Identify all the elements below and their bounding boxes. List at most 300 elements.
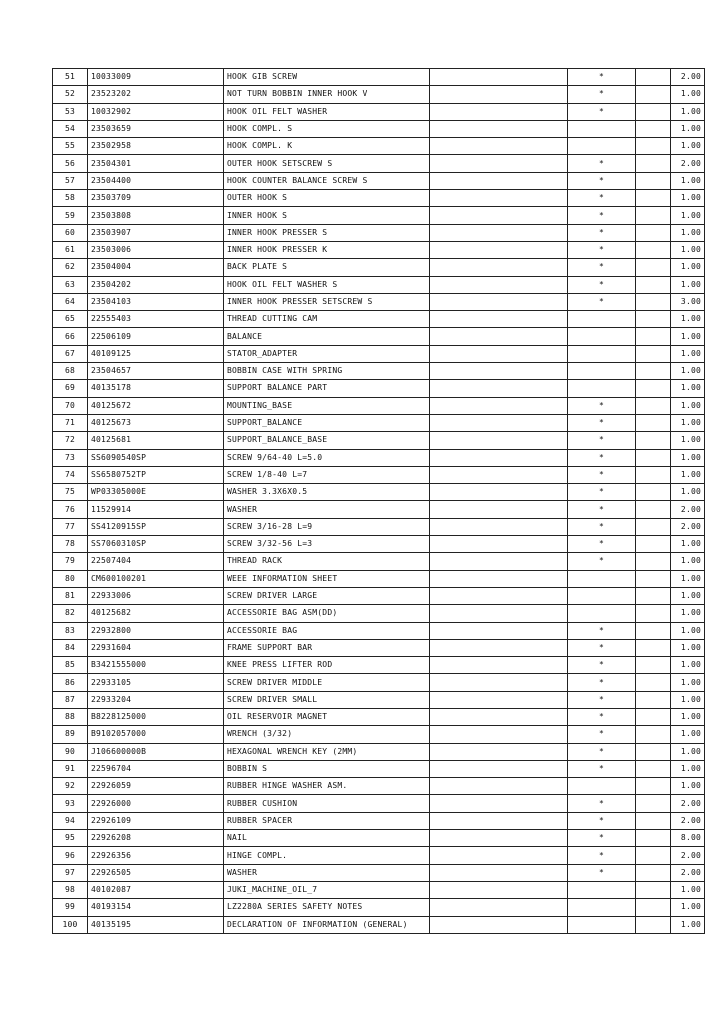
part-name: WEEE INFORMATION SHEET <box>224 570 430 587</box>
part-number: 40135178 <box>88 380 224 397</box>
quantity: 1.00 <box>671 778 705 795</box>
blank-cell <box>636 311 671 328</box>
quantity: 2.00 <box>671 795 705 812</box>
part-number: 22596704 <box>88 760 224 777</box>
table-row <box>53 691 705 708</box>
part-name: JUKI_MACHINE_OIL_7 <box>224 881 430 898</box>
part-name: SUPPORT_BALANCE_BASE <box>224 432 430 449</box>
part-name: HEXAGONAL WRENCH KEY (2MM) <box>224 743 430 760</box>
part-name: HOOK OIL FELT WASHER <box>224 103 430 120</box>
part-name: FRAME SUPPORT BAR <box>224 639 430 656</box>
blank-cell <box>430 484 568 501</box>
part-name: SCREW DRIVER SMALL <box>224 691 430 708</box>
part-name: SCREW DRIVER LARGE <box>224 587 430 604</box>
mark-cell: * <box>568 743 636 760</box>
blank-cell <box>636 587 671 604</box>
quantity: 1.00 <box>671 432 705 449</box>
part-name: RUBBER SPACER <box>224 812 430 829</box>
blank-cell <box>430 639 568 656</box>
quantity: 1.00 <box>671 587 705 604</box>
part-name: INNER HOOK S <box>224 207 430 224</box>
table-row <box>53 69 705 86</box>
row-number: 96 <box>53 847 88 864</box>
mark-cell: * <box>568 812 636 829</box>
table-row <box>53 553 705 570</box>
table-row <box>53 726 705 743</box>
blank-cell <box>636 881 671 898</box>
row-number: 79 <box>53 553 88 570</box>
table-row <box>53 155 705 172</box>
part-name: THREAD RACK <box>224 553 430 570</box>
part-number: 40135195 <box>88 916 224 933</box>
row-number: 91 <box>53 760 88 777</box>
part-name: HOOK COMPL. K <box>224 138 430 155</box>
table-row <box>53 466 705 483</box>
part-number: 23504657 <box>88 363 224 380</box>
quantity: 1.00 <box>671 536 705 553</box>
row-number: 81 <box>53 587 88 604</box>
row-number: 72 <box>53 432 88 449</box>
quantity: 1.00 <box>671 639 705 656</box>
table-row <box>53 778 705 795</box>
quantity: 1.00 <box>671 224 705 241</box>
row-number: 70 <box>53 397 88 414</box>
blank-cell <box>636 484 671 501</box>
blank-cell <box>430 726 568 743</box>
blank-cell <box>636 518 671 535</box>
part-number: 23502958 <box>88 138 224 155</box>
part-number: 22926109 <box>88 812 224 829</box>
mark-cell: * <box>568 293 636 310</box>
row-number: 99 <box>53 899 88 916</box>
part-name: WASHER 3.3X6X0.5 <box>224 484 430 501</box>
part-number: 22926059 <box>88 778 224 795</box>
part-number: 22931604 <box>88 639 224 656</box>
mark-cell: * <box>568 760 636 777</box>
part-number: 22926505 <box>88 864 224 881</box>
quantity: 2.00 <box>671 69 705 86</box>
blank-cell <box>636 345 671 362</box>
part-number: J106600000B <box>88 743 224 760</box>
blank-cell <box>636 380 671 397</box>
part-number: 11529914 <box>88 501 224 518</box>
mark-cell: * <box>568 414 636 431</box>
row-number: 73 <box>53 449 88 466</box>
blank-cell <box>636 293 671 310</box>
blank-cell <box>430 259 568 276</box>
blank-cell <box>430 172 568 189</box>
table-row <box>53 674 705 691</box>
part-number: 23504103 <box>88 293 224 310</box>
quantity: 1.00 <box>671 276 705 293</box>
part-number: B9102057000 <box>88 726 224 743</box>
table-row <box>53 864 705 881</box>
quantity: 1.00 <box>671 380 705 397</box>
part-number: 23503659 <box>88 120 224 137</box>
part-number: CM600100201 <box>88 570 224 587</box>
mark-cell: * <box>568 449 636 466</box>
row-number: 61 <box>53 241 88 258</box>
blank-cell <box>430 674 568 691</box>
table-row <box>53 432 705 449</box>
quantity: 1.00 <box>671 103 705 120</box>
blank-cell <box>430 103 568 120</box>
part-name: WASHER <box>224 864 430 881</box>
row-number: 95 <box>53 830 88 847</box>
quantity: 1.00 <box>671 570 705 587</box>
blank-cell <box>636 691 671 708</box>
part-name: WRENCH (3/32) <box>224 726 430 743</box>
table-row <box>53 812 705 829</box>
table-row <box>53 363 705 380</box>
part-name: OUTER HOOK S <box>224 190 430 207</box>
part-name: RUBBER CUSHION <box>224 795 430 812</box>
table-row <box>53 224 705 241</box>
blank-cell <box>430 622 568 639</box>
blank-cell <box>636 138 671 155</box>
part-number: SS6090540SP <box>88 449 224 466</box>
blank-cell <box>636 86 671 103</box>
blank-cell <box>430 691 568 708</box>
row-number: 67 <box>53 345 88 362</box>
blank-cell <box>636 812 671 829</box>
part-name: HINGE COMPL. <box>224 847 430 864</box>
part-number: SS7060310SP <box>88 536 224 553</box>
blank-cell <box>636 172 671 189</box>
blank-cell <box>430 795 568 812</box>
part-number: SS4120915SP <box>88 518 224 535</box>
part-number: 40125681 <box>88 432 224 449</box>
quantity: 3.00 <box>671 293 705 310</box>
blank-cell <box>430 69 568 86</box>
mark-cell: * <box>568 708 636 725</box>
blank-cell <box>430 743 568 760</box>
quantity: 1.00 <box>671 328 705 345</box>
blank-cell <box>430 830 568 847</box>
blank-cell <box>430 432 568 449</box>
mark-cell: * <box>568 397 636 414</box>
blank-cell <box>636 899 671 916</box>
part-number: 22555403 <box>88 311 224 328</box>
quantity: 1.00 <box>671 241 705 258</box>
mark-cell: * <box>568 501 636 518</box>
part-number: 22933105 <box>88 674 224 691</box>
part-number: 22507404 <box>88 553 224 570</box>
quantity: 1.00 <box>671 484 705 501</box>
part-name: THREAD CUTTING CAM <box>224 311 430 328</box>
row-number: 85 <box>53 657 88 674</box>
quantity: 1.00 <box>671 311 705 328</box>
row-number: 62 <box>53 259 88 276</box>
table-row <box>53 536 705 553</box>
part-name: MOUNTING_BASE <box>224 397 430 414</box>
row-number: 65 <box>53 311 88 328</box>
part-name: SUPPORT_BALANCE <box>224 414 430 431</box>
table-row <box>53 743 705 760</box>
part-number: 40125682 <box>88 605 224 622</box>
quantity: 1.00 <box>671 726 705 743</box>
mark-cell <box>568 363 636 380</box>
blank-cell <box>430 916 568 933</box>
table-row <box>53 276 705 293</box>
blank-cell <box>636 708 671 725</box>
quantity: 1.00 <box>671 207 705 224</box>
part-name: NOT TURN BOBBIN INNER HOOK V <box>224 86 430 103</box>
row-number: 59 <box>53 207 88 224</box>
mark-cell <box>568 138 636 155</box>
part-number: 22933006 <box>88 587 224 604</box>
table-row <box>53 241 705 258</box>
table-row <box>53 345 705 362</box>
row-number: 64 <box>53 293 88 310</box>
quantity: 1.00 <box>671 449 705 466</box>
row-number: 84 <box>53 639 88 656</box>
quantity: 2.00 <box>671 155 705 172</box>
part-number: 40193154 <box>88 899 224 916</box>
blank-cell <box>430 570 568 587</box>
row-number: 54 <box>53 120 88 137</box>
blank-cell <box>430 380 568 397</box>
mark-cell <box>568 311 636 328</box>
blank-cell <box>636 916 671 933</box>
blank-cell <box>636 847 671 864</box>
table-row <box>53 414 705 431</box>
part-name: NAIL <box>224 830 430 847</box>
part-number: B3421555000 <box>88 657 224 674</box>
quantity: 1.00 <box>671 760 705 777</box>
blank-cell <box>636 449 671 466</box>
mark-cell: * <box>568 224 636 241</box>
blank-cell <box>430 708 568 725</box>
part-number: 10033009 <box>88 69 224 86</box>
part-number: 40125673 <box>88 414 224 431</box>
blank-cell <box>430 864 568 881</box>
blank-cell <box>636 622 671 639</box>
blank-cell <box>636 224 671 241</box>
quantity: 1.00 <box>671 674 705 691</box>
blank-cell <box>430 605 568 622</box>
quantity: 2.00 <box>671 518 705 535</box>
blank-cell <box>636 639 671 656</box>
mark-cell: * <box>568 691 636 708</box>
part-name: SCREW DRIVER MIDDLE <box>224 674 430 691</box>
mark-cell: * <box>568 622 636 639</box>
mark-cell: * <box>568 155 636 172</box>
row-number: 74 <box>53 466 88 483</box>
blank-cell <box>636 674 671 691</box>
mark-cell: * <box>568 484 636 501</box>
mark-cell <box>568 328 636 345</box>
mark-cell <box>568 120 636 137</box>
part-name: INNER HOOK PRESSER SETSCREW S <box>224 293 430 310</box>
part-name: SCREW 3/16-28 L=9 <box>224 518 430 535</box>
part-number: 23504202 <box>88 276 224 293</box>
parts-list-table <box>52 68 705 934</box>
table-row <box>53 760 705 777</box>
quantity: 1.00 <box>671 172 705 189</box>
table-row <box>53 830 705 847</box>
blank-cell <box>430 501 568 518</box>
blank-cell <box>636 795 671 812</box>
row-number: 76 <box>53 501 88 518</box>
quantity: 1.00 <box>671 120 705 137</box>
table-row <box>53 622 705 639</box>
blank-cell <box>636 553 671 570</box>
part-number: 40109125 <box>88 345 224 362</box>
row-number: 100 <box>53 916 88 933</box>
mark-cell: * <box>568 190 636 207</box>
blank-cell <box>430 397 568 414</box>
blank-cell <box>430 449 568 466</box>
quantity: 1.00 <box>671 190 705 207</box>
part-name: RUBBER HINGE WASHER ASM. <box>224 778 430 795</box>
row-number: 63 <box>53 276 88 293</box>
part-name: ACCESSORIE BAG <box>224 622 430 639</box>
blank-cell <box>636 328 671 345</box>
part-name: STATOR_ADAPTER <box>224 345 430 362</box>
table-row <box>53 311 705 328</box>
mark-cell: * <box>568 276 636 293</box>
blank-cell <box>636 241 671 258</box>
row-number: 90 <box>53 743 88 760</box>
row-number: 52 <box>53 86 88 103</box>
row-number: 92 <box>53 778 88 795</box>
row-number: 93 <box>53 795 88 812</box>
quantity: 1.00 <box>671 743 705 760</box>
blank-cell <box>430 899 568 916</box>
row-number: 98 <box>53 881 88 898</box>
part-number: 23504004 <box>88 259 224 276</box>
part-name: SCREW 1/8-40 L=7 <box>224 466 430 483</box>
table-row <box>53 899 705 916</box>
blank-cell <box>430 311 568 328</box>
row-number: 77 <box>53 518 88 535</box>
mark-cell: * <box>568 241 636 258</box>
part-number: 40125672 <box>88 397 224 414</box>
table-row <box>53 190 705 207</box>
mark-cell: * <box>568 657 636 674</box>
blank-cell <box>430 224 568 241</box>
part-name: SUPPORT BALANCE PART <box>224 380 430 397</box>
part-name: SCREW 9/64-40 L=5.0 <box>224 449 430 466</box>
table-row <box>53 708 705 725</box>
mark-cell: * <box>568 639 636 656</box>
blank-cell <box>636 830 671 847</box>
row-number: 78 <box>53 536 88 553</box>
quantity: 1.00 <box>671 397 705 414</box>
part-name: DECLARATION OF INFORMATION (GENERAL) <box>224 916 430 933</box>
blank-cell <box>636 605 671 622</box>
part-number: 23503006 <box>88 241 224 258</box>
row-number: 55 <box>53 138 88 155</box>
quantity: 1.00 <box>671 363 705 380</box>
row-number: 66 <box>53 328 88 345</box>
table-row <box>53 397 705 414</box>
quantity: 1.00 <box>671 708 705 725</box>
blank-cell <box>636 69 671 86</box>
mark-cell <box>568 570 636 587</box>
part-name: BACK PLATE S <box>224 259 430 276</box>
blank-cell <box>636 657 671 674</box>
part-number: B8228125000 <box>88 708 224 725</box>
blank-cell <box>430 86 568 103</box>
table-row <box>53 501 705 518</box>
part-name: HOOK COMPL. S <box>224 120 430 137</box>
row-number: 75 <box>53 484 88 501</box>
part-number: 22926208 <box>88 830 224 847</box>
blank-cell <box>430 518 568 535</box>
table-row <box>53 847 705 864</box>
table-row <box>53 138 705 155</box>
quantity: 2.00 <box>671 501 705 518</box>
row-number: 83 <box>53 622 88 639</box>
table-row <box>53 484 705 501</box>
table-row <box>53 639 705 656</box>
mark-cell <box>568 778 636 795</box>
table-row <box>53 916 705 933</box>
table-row <box>53 570 705 587</box>
row-number: 87 <box>53 691 88 708</box>
mark-cell: * <box>568 86 636 103</box>
blank-cell <box>430 207 568 224</box>
blank-cell <box>430 155 568 172</box>
blank-cell <box>430 120 568 137</box>
mark-cell: * <box>568 259 636 276</box>
mark-cell <box>568 605 636 622</box>
table-row <box>53 293 705 310</box>
part-name: BOBBIN CASE WITH SPRING <box>224 363 430 380</box>
mark-cell: * <box>568 103 636 120</box>
mark-cell: * <box>568 674 636 691</box>
blank-cell <box>636 466 671 483</box>
part-number: 22926356 <box>88 847 224 864</box>
blank-cell <box>636 155 671 172</box>
quantity: 1.00 <box>671 345 705 362</box>
row-number: 58 <box>53 190 88 207</box>
quantity: 8.00 <box>671 830 705 847</box>
part-name: ACCESSORIE BAG ASM(DD) <box>224 605 430 622</box>
blank-cell <box>430 760 568 777</box>
blank-cell <box>636 501 671 518</box>
blank-cell <box>430 138 568 155</box>
mark-cell <box>568 881 636 898</box>
quantity: 1.00 <box>671 86 705 103</box>
blank-cell <box>636 432 671 449</box>
part-number: 22933204 <box>88 691 224 708</box>
mark-cell: * <box>568 795 636 812</box>
blank-cell <box>430 293 568 310</box>
part-number: 23503709 <box>88 190 224 207</box>
blank-cell <box>430 553 568 570</box>
part-number: 23503808 <box>88 207 224 224</box>
blank-cell <box>636 778 671 795</box>
blank-cell <box>636 397 671 414</box>
mark-cell: * <box>568 518 636 535</box>
part-name: HOOK OIL FELT WASHER S <box>224 276 430 293</box>
blank-cell <box>430 328 568 345</box>
part-number: 23523202 <box>88 86 224 103</box>
mark-cell: * <box>568 536 636 553</box>
blank-cell <box>636 363 671 380</box>
blank-cell <box>430 812 568 829</box>
table-row <box>53 120 705 137</box>
blank-cell <box>636 726 671 743</box>
blank-cell <box>430 466 568 483</box>
part-name: LZ2280A SERIES SAFETY NOTES <box>224 899 430 916</box>
blank-cell <box>636 207 671 224</box>
blank-cell <box>430 414 568 431</box>
row-number: 94 <box>53 812 88 829</box>
